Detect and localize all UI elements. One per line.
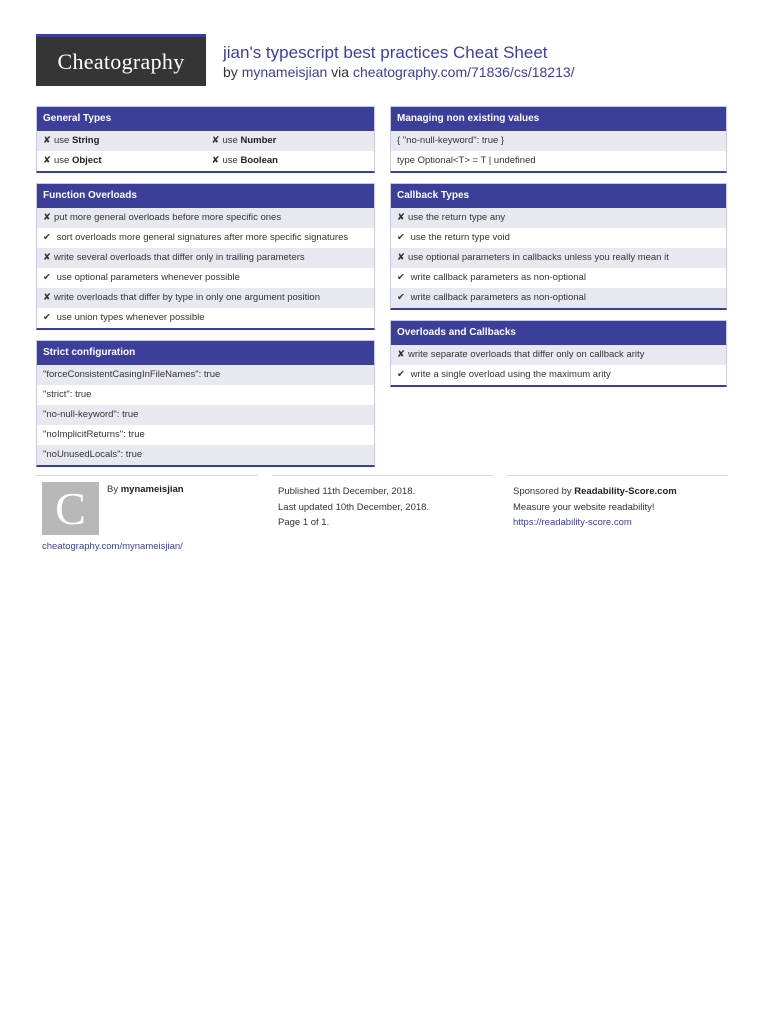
- item-text: use union types whenever possible: [56, 312, 205, 323]
- list-item: [37, 208, 374, 228]
- cell-keyword: Boolean: [240, 155, 278, 166]
- section-overloads-and-callbacks: [390, 320, 727, 387]
- item-text: sort overloads more general signatures after more specific signatures: [56, 232, 349, 243]
- footer-author: [107, 484, 184, 495]
- footer-divider: [272, 475, 493, 476]
- sponsor-url-link[interactable]: https://readability-score.com: [513, 517, 632, 528]
- list-item: [391, 228, 726, 248]
- cheatography-logo[interactable]: [36, 34, 206, 86]
- byline-by: by: [223, 64, 238, 80]
- item-text: use optional parameters whenever possible: [56, 272, 240, 283]
- page-title: jian's typescript best practices Cheat Sheet: [223, 43, 548, 62]
- list-item: { "no-null-keyword": true }: [391, 131, 726, 151]
- list-item: [391, 208, 726, 228]
- updated-date: Last updated 10th December, 2018.: [278, 501, 430, 513]
- grid-cell: [37, 151, 206, 171]
- footer-divider: [36, 475, 258, 476]
- cross-icon: ✘: [397, 349, 405, 360]
- cell-prefix: use: [222, 135, 238, 146]
- list-item: "forceConsistentCasingInFileNames": true: [37, 365, 374, 385]
- section-managing-non-existing-values: [390, 106, 727, 173]
- byline: [223, 64, 575, 80]
- page-number: Page 1 of 1.: [278, 517, 330, 528]
- check-icon: ✔: [397, 292, 405, 303]
- list-item: "no-null-keyword": true: [37, 405, 374, 425]
- list-item: "strict": true: [43, 389, 92, 400]
- table-row: [37, 131, 374, 151]
- sheet-url-link[interactable]: cheatography.com/71836/cs/18213/: [352, 64, 575, 80]
- item-text: use the return type void: [410, 232, 510, 243]
- footer-author-link[interactable]: cheatography.com/mynameisjian/: [42, 541, 183, 552]
- cell-prefix: use: [54, 135, 70, 146]
- section-title: Callback Types: [391, 184, 726, 208]
- section-strict-configuration: [36, 340, 375, 467]
- footer-by-label: By: [107, 484, 119, 495]
- avatar-letter: C: [55, 482, 86, 534]
- cell-keyword: Object: [71, 155, 102, 166]
- section-general-types: [36, 106, 375, 173]
- cross-icon: ✘: [397, 252, 405, 263]
- cross-icon: ✘: [211, 135, 220, 146]
- grid-cell: [206, 151, 375, 171]
- cross-icon: ✘: [397, 212, 405, 223]
- list-item: type Optional<T> = T | undefined: [397, 155, 536, 166]
- check-icon: ✔: [43, 312, 51, 323]
- item-text: write overloads that differ by type in only one argument position: [54, 292, 320, 303]
- section-callback-types: [390, 183, 727, 310]
- list-item: [391, 288, 726, 308]
- item-text: write a single overload using the maximum arity: [410, 369, 611, 380]
- section-function-overloads: [36, 183, 375, 330]
- cross-icon: ✘: [211, 155, 220, 166]
- check-icon: ✔: [397, 232, 405, 243]
- sponsor-line: [513, 484, 677, 500]
- cross-icon: ✘: [43, 252, 51, 263]
- author-link[interactable]: mynameisjian: [241, 64, 328, 80]
- table-row: [37, 151, 374, 171]
- list-item: [37, 308, 374, 328]
- sponsor-tagline: Measure your website readability!: [513, 501, 655, 513]
- list-item: [391, 365, 726, 385]
- section-title: Managing non existing values: [391, 107, 726, 131]
- list-item: [37, 248, 374, 268]
- footer-publication-info: [278, 484, 429, 531]
- sponsored-by-label: Sponsored by: [513, 486, 572, 497]
- check-icon: ✔: [43, 232, 51, 243]
- left-column: [36, 106, 375, 477]
- footer-author-name[interactable]: mynameisjian: [120, 484, 184, 495]
- section-title: Overloads and Callbacks: [391, 321, 726, 345]
- right-column: [390, 106, 727, 397]
- item-text: write callback parameters as non-optional: [410, 272, 586, 283]
- list-item: [391, 268, 726, 288]
- check-icon: ✔: [397, 369, 405, 380]
- grid-cell: [206, 131, 375, 151]
- avatar[interactable]: [42, 482, 99, 535]
- sponsor-name[interactable]: Readability-Score.com: [574, 486, 677, 497]
- list-item: "noImplicitReturns": true: [43, 429, 145, 440]
- cross-icon: ✘: [43, 292, 51, 303]
- grid-cell: [37, 131, 206, 151]
- item-text: put more general overloads before more specific ones: [54, 212, 282, 223]
- section-title: Function Overloads: [37, 184, 374, 208]
- cell-prefix: use: [222, 155, 238, 166]
- cross-icon: ✘: [43, 155, 51, 166]
- list-item: "noUnusedLocals": true: [37, 445, 374, 465]
- cross-icon: ✘: [43, 135, 51, 146]
- footer-divider: [507, 475, 727, 476]
- cell-keyword: Number: [240, 135, 277, 146]
- cell-keyword: String: [71, 135, 100, 146]
- check-icon: ✔: [397, 272, 405, 283]
- logo-text: Cheatography: [57, 48, 185, 74]
- item-text: write several overloads that differ only in trailing parameters: [54, 252, 305, 263]
- item-text: use optional parameters in callbacks unless you really mean it: [408, 252, 669, 263]
- list-item: [37, 268, 374, 288]
- section-title: General Types: [37, 107, 374, 131]
- cell-prefix: use: [54, 155, 70, 166]
- item-text: write separate overloads that differ only on callback arity: [408, 349, 645, 360]
- list-item: [391, 345, 726, 365]
- item-text: write callback parameters as non-optional: [410, 292, 586, 303]
- published-date: Published 11th December, 2018.: [278, 486, 416, 497]
- item-text: use the return type any: [408, 212, 506, 223]
- byline-via: via: [331, 64, 350, 80]
- list-item: [37, 288, 374, 308]
- section-title: Strict configuration: [37, 341, 374, 365]
- list-item: [37, 228, 374, 248]
- check-icon: ✔: [43, 272, 51, 283]
- cross-icon: ✘: [43, 212, 51, 223]
- list-item: [391, 248, 726, 268]
- footer-sponsor: [513, 484, 677, 531]
